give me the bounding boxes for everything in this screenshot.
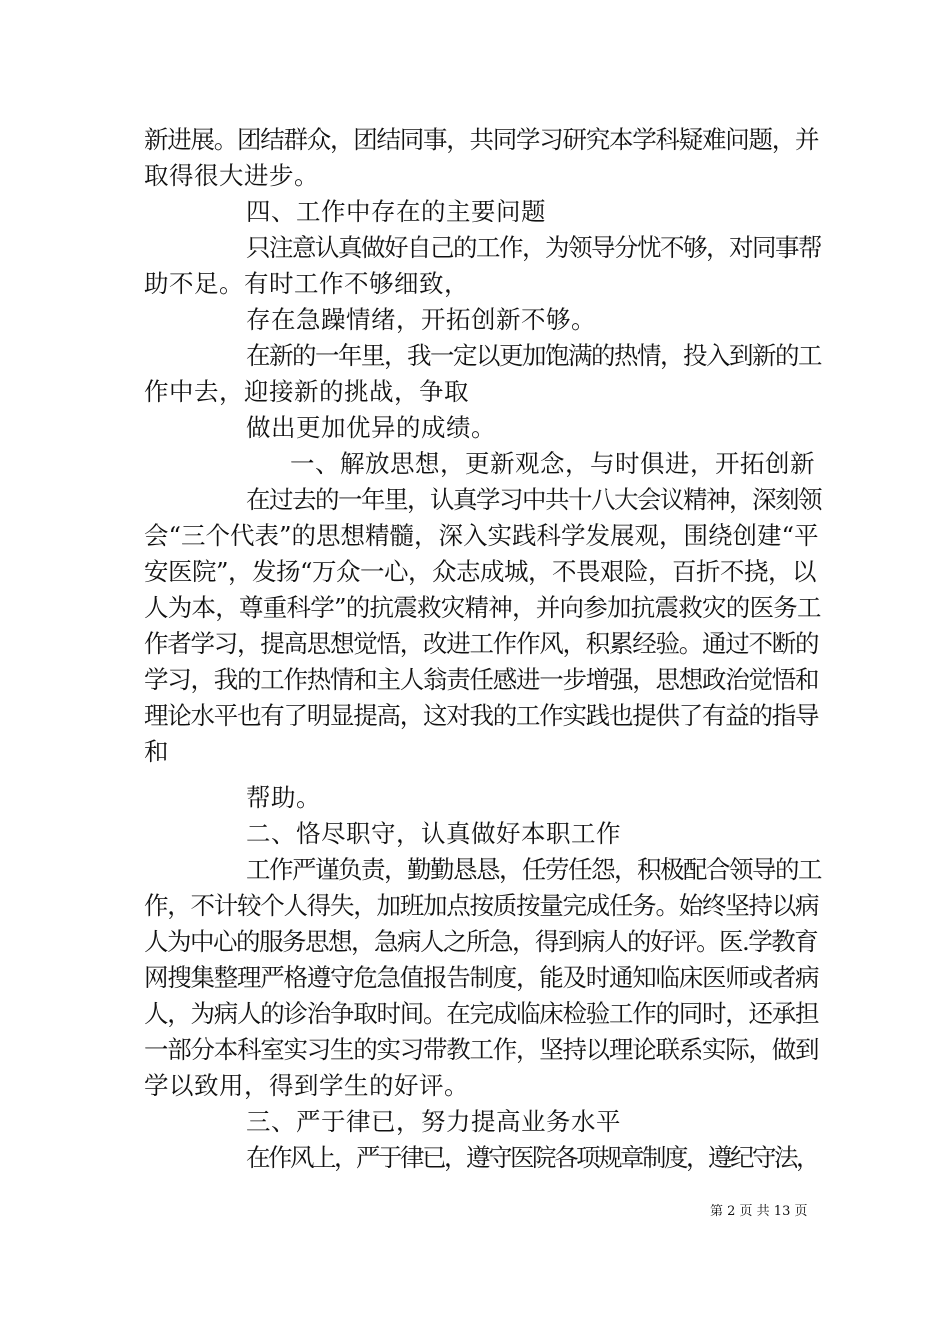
text-line: 在新的一年里，我一定以更加饱满的热情，投入到新的工 (246, 341, 821, 370)
section-heading: 三、严于律已，努力提高业务水平 (246, 1107, 621, 1136)
text-line: 存在急躁情绪，开拓创新不够。 (246, 305, 596, 334)
text-line: 人为中心的服务思想，急病人之所急，得到病人的好评。医.学教育 (144, 927, 818, 956)
text-line: 只注意认真做好自己的工作，为领导分忧不够，对同事帮 (246, 233, 821, 262)
text-line: 在过去的一年里，认真学习中共十八大会议精神，深刻领 (246, 485, 821, 514)
text-line: 安医院”，发扬“万众一心，众志成城，不畏艰险，百折不挠，以 (144, 557, 817, 586)
text-line: 人为本，尊重科学”的抗震救灾精神，并向参加抗震救灾的医务工 (144, 593, 821, 622)
text-line: 作者学习，提高思想觉悟，改进工作作风，积累经验。通过不断的 (144, 629, 819, 658)
text-line: 网搜集整理严格遵守危急值报告制度，能及时通知临床医师或者病 (144, 963, 819, 992)
text-line: 学以致用，得到学生的好评。 (144, 1071, 469, 1100)
text-line: 学习，我的工作热情和主人翁责任感进一步增强，思想政治觉悟和 (144, 665, 819, 694)
text-line: 在作风上，严于律已，遵守医院各项规章制度，遵纪守法， (246, 1143, 818, 1172)
text-line: 新进展。团结群众，团结同事，共同学习研究本学科疑难问题，并 (144, 125, 819, 154)
page-number-footer: 第 2 页 共 13 页 (710, 1204, 808, 1219)
section-heading: 一、解放思想，更新观念，与时俱进，开拓创新 (290, 449, 815, 478)
text-line: 作中去，迎接新的挑战，争取 (144, 377, 469, 406)
text-line: 助不足。有时工作不够细致， (144, 269, 469, 298)
section-heading: 四、工作中存在的主要问题 (246, 197, 546, 226)
text-line: 作，不计较个人得失，加班加点按质按量完成任务。始终坚持以病 (144, 891, 819, 920)
text-line: 做出更加优异的成绩。 (246, 413, 496, 442)
text-line: 理论水平也有了明显提高，这对我的工作实践也提供了有益的指导 (144, 701, 819, 730)
text-line: 工作严谨负责，勤勤恳恳，任劳任怨，积极配合领导的工 (246, 855, 821, 884)
text-line: 取得很大进步。 (144, 161, 319, 190)
text-line: 人，为病人的诊治争取时间。在完成临床检验工作的同时，还承担 (144, 999, 819, 1028)
text-line: 一部分本科室实习生的实习带教工作，坚持以理论联系实际，做到 (144, 1035, 819, 1064)
section-heading: 二、恪尽职守，认真做好本职工作 (246, 819, 621, 848)
text-line: 会“三个代表”的思想精髓，深入实践科学发展观，围绕创建“平 (144, 521, 819, 550)
text-line: 帮助。 (246, 783, 321, 812)
text-line: 和 (144, 737, 169, 766)
